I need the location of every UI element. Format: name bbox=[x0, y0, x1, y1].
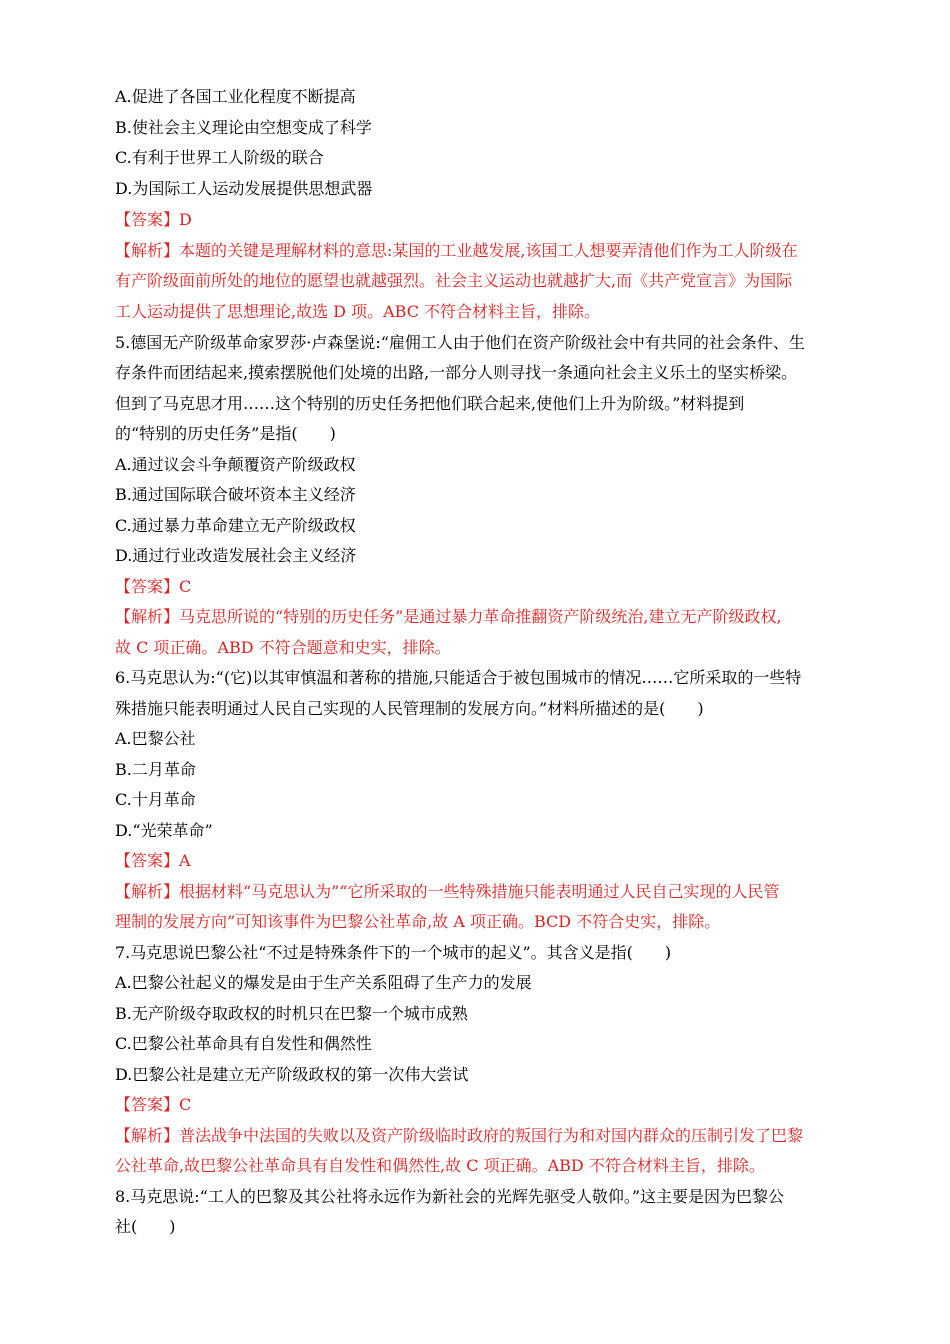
question-line: 7.马克思说巴黎公社“不过是特殊条件下的一个城市的起义”。其含义是指( ) bbox=[115, 943, 672, 962]
option-line: C.巴黎公社革命具有自发性和偶然性 bbox=[115, 1034, 372, 1053]
explanation-line: 故 C 项正确。ABD 不符合题意和史实，排除。 bbox=[115, 638, 451, 657]
explanation-line: 【解析】马克思所说的“特别的历史任务”是通过暴力革命推翻资产阶级统治,建立无产阶级政权, bbox=[115, 607, 782, 626]
question-line: 5.德国无产阶级革命家罗莎·卢森堡说:“雇佣工人由于他们在资产阶级社会中有共同的社会条件、生 bbox=[115, 333, 805, 352]
option-line: B.使社会主义理论由空想变成了科学 bbox=[115, 118, 372, 137]
option-line: D.巴黎公社是建立无产阶级政权的第一次伟大尝试 bbox=[115, 1065, 469, 1084]
option-line: C.有利于世界工人阶级的联合 bbox=[115, 148, 324, 167]
explanation-line: 【解析】普法战争中法国的失败以及资产阶级临时政府的叛国行为和对国内群众的压制引发了巴黎 bbox=[115, 1126, 804, 1145]
option-line: B.通过国际联合破坏资本主义经济 bbox=[115, 485, 356, 504]
answer-line: 【答案】A bbox=[115, 851, 191, 870]
explanation-line: 理制的发展方向”可知该事件为巴黎公社革命,故 A 项正确。BCD 不符合史实，排除。 bbox=[115, 912, 721, 931]
question-line: 但到了马克思才用……这个特别的历史任务把他们联合起来,使他们上升为阶级。”材料提到 bbox=[115, 394, 745, 413]
option-line: B.无产阶级夺取政权的时机只在巴黎一个城市成熟 bbox=[115, 1004, 468, 1023]
option-line: D.“光荣革命” bbox=[115, 821, 213, 840]
explanation-line: 【解析】本题的关键是理解材料的意思:某国的工业越发展,该国工人想要弄清他们作为工人阶级在 bbox=[115, 241, 798, 260]
question-line: 存条件而团结起来,摸索摆脱他们处境的出路,一部分人则寻找一条通向社会主义乐土的坚实桥梁。 bbox=[115, 363, 798, 382]
option-line: C.十月革命 bbox=[115, 790, 196, 809]
option-line: A.通过议会斗争颠覆资产阶级政权 bbox=[115, 455, 356, 474]
question-line: 殊措施只能表明通过人民自己实现的人民管理制的发展方向。”材料所描述的是( ) bbox=[115, 699, 704, 718]
option-line: B.二月革命 bbox=[115, 760, 196, 779]
explanation-line: 有产阶级面前所处的地位的愿望也就越强烈。社会主义运动也就越扩大,而《共产党宣言》为国际 bbox=[115, 271, 793, 290]
question-line: 6.马克思认为:“(它)以其审慎温和著称的措施,只能适合于被包围城市的情况……它所采取的一些特 bbox=[115, 668, 802, 687]
answer-line: 【答案】C bbox=[115, 1095, 192, 1114]
option-line: C.通过暴力革命建立无产阶级政权 bbox=[115, 516, 356, 535]
question-line: 社( ) bbox=[115, 1217, 176, 1236]
option-line: A.巴黎公社 bbox=[115, 729, 196, 748]
answer-line: 【答案】D bbox=[115, 210, 192, 229]
question-line: 8.马克思说:“工人的巴黎及其公社将永远作为新社会的光辉先驱受人敬仰。”这主要是因为巴黎公 bbox=[115, 1187, 785, 1206]
option-line: A.促进了各国工业化程度不断提高 bbox=[115, 87, 356, 106]
question-line: 的“特别的历史任务”是指( ) bbox=[115, 424, 336, 443]
option-line: D.通过行业改造发展社会主义经济 bbox=[115, 546, 357, 565]
explanation-line: 【解析】根据材料“马克思认为”“它所采取的一些特殊措施只能表明通过人民自己实现的人民管 bbox=[115, 882, 780, 901]
explanation-line: 公社革命,故巴黎公社革命具有自发性和偶然性,故 C 项正确。ABD 不符合材料主旨，排除。 bbox=[115, 1156, 765, 1175]
explanation-line: 工人运动提供了思想理论,故选 D 项。ABC 不符合材料主旨，排除。 bbox=[115, 302, 601, 321]
option-line: A.巴黎公社起义的爆发是由于生产关系阻碍了生产力的发展 bbox=[115, 973, 532, 992]
answer-line: 【答案】C bbox=[115, 577, 192, 596]
option-line: D.为国际工人运动发展提供思想武器 bbox=[115, 179, 373, 198]
